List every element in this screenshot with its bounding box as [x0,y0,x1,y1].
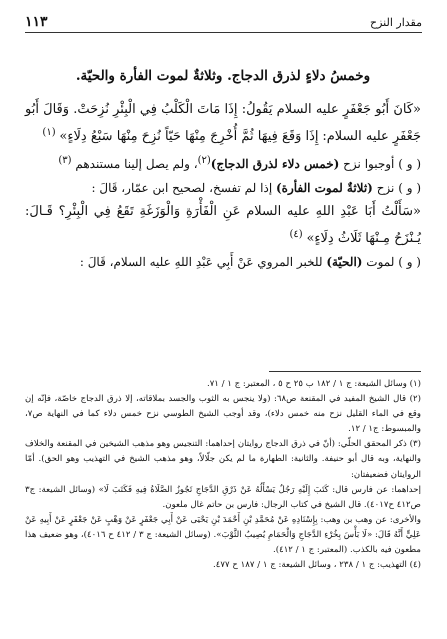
paragraph [25,251,421,274]
footnote-marker: (٤) [289,229,303,240]
footnote: (٢) قال الشيخ المفيد في المقنعة ص٦٨: (ولا ينجس به الثوب والجسد بملاقاته، إلا ذرق الدجاج خاصّة، فإنّه إن وقع في الماء القليل نزح منه خمس دلاء)، وقد أوجب الشيخ الطوسي نزح خمس دلاء كما في النهاية ص٧، والمبسوط: ج١ / ١٢. [25,394,421,435]
quote-text: «كَانَ أَبُو جَعْفَرٍ عليه السلام يَقُولُ: إِذَا مَاتَ الْكَلْبُ فِي الْبِئْرِ نُزِحَتْ. وَقَالَ أَبُو جَعْفَرٍ عليه السلام: [25,102,421,144]
text: للخبر المروي عَنْ أَبِي عَبْدِ اللهِ عليه السلام، قَالَ : [79,255,323,269]
footnotes [25,377,421,573]
footnote-marker: (٢) [197,155,211,166]
header-rule [25,32,422,33]
page-number: ١١٣ [25,14,48,30]
quote-text: ثَلَاثُ دِلَاءٍ» [306,231,362,246]
running-title: مقدار النزح [370,15,422,29]
paragraph [25,149,421,176]
matn-text: (خمس دلاء لذرق الدجاج) [210,157,340,171]
hadith-quote-1 [25,98,421,148]
footnote-rule [269,371,421,372]
footnote-marker: (١) [42,127,56,138]
footnote: (٣) ذكر المحقق الحلّي: (أنّ في ذرق الدجاج روايتان إحداهما: التنجيس وهو مذهب الشيخين في المقنعة والخلاف والنهاية، وبه قال أبو حنيفة. والثانية: الطهارة ما لم يكن جلّالاً، وهو مذهب الشيخ في التهذيب وهو الحق). أمّا الروايتان فضعيفتان: [25,439,421,480]
footnote: (٤) التهذيب: ج ١ / ٢٣٨ ، وسائل الشيعة: ج ١ / ١٨٧ ح ٤٧٧. [213,560,421,571]
hadith-quote-2 [25,200,421,250]
matn-text: (ثلاثةٌ لموت الفأرة) [275,181,373,195]
body-text [25,98,421,274]
footnote: (١) وسائل الشيعة: ج ١ / ١٨٢ ب ٢٥ ح ٥ ، المعتبر: ج ١ / ٧١. [206,379,421,389]
text: ( و ) لموت [366,255,421,269]
paragraph [25,177,421,200]
footnote-marker: (٣) [58,155,72,166]
text: ( و ) نزح [376,181,421,195]
matn-text: (الحيّة) [326,255,363,269]
text: إذا لم تفسخ، لصحيح ابن عمّار، قَالَ : [91,181,273,195]
footnote: والأخرى: عن وهب بن وهب: بِإِسْنَادِهِ عَنْ مُحَمَّدِ بْنِ أَحْمَدَ بْنِ يَحْيَى عَنْ أَبِي جَعْفَرٍ عَنْ وَهْبٍ عَنْ جَعْفَرٍ عَنْ أَبِيهِ عَنْ عَلِيٍّ أَنَّهُ قَالَ: «لَا بَأْسَ بِخُرْءِ الدَّجَاجِ وَالْحَمَامِ يُصِيبُ الثَّوْبَ». (وسائل الشيعة: ج ٣ / ٤١٢ ح ٤٠١٦)، وهو ضعيف هذا مطعون فيه بالكذب. (المعتبر: ج ١ / ٤١٢). [25,514,421,556]
section-heading: وخمسُ دلاءٍ لذرق الدجاج. وثلاثةٌ لموت الفأرة والحيّة. [75,68,371,84]
main-text [25,66,421,274]
footnote: إحداهما: عن فارس قال: كَتَبَ إِلَيْهِ رَجُلٌ يَسْأَلُهُ عَنْ ذَرْقِ الدَّجَاجِ تَجُوزُ الصَّلَاةُ فِيهِ فَكَتَبَ لَا» (وسائل الشيعة: ج٣ ص٤١٢ ح٤٠١٧). قال الشيخ في كتاب الرجال: فارس بن حاتم غال ملعون. [25,484,421,510]
text: ( و ) أوجبوا نزح [343,157,421,171]
text: ، ولم يصل إلينا مستندهم [75,157,198,171]
page-header [25,13,422,31]
quote-text: «سَأَلْتُ أَبَا عَبْدِ اللهِ عليه السلام عَنِ الْفَأْرَةِ وَالْوَزَغَةِ تَقَعُ فِي الْبِئْرِ؟ قَـالَ: يُـنْزَحُ مِـنْهَا [25,204,421,246]
quote-text: إِذَا وَقَعَ فِيهَا ثُمَّ أُخْرِجَ مِنْهَا حَيّاً نُزِحَ مِنْهَا سَبْعُ دِلَاءٍ» [59,129,319,144]
